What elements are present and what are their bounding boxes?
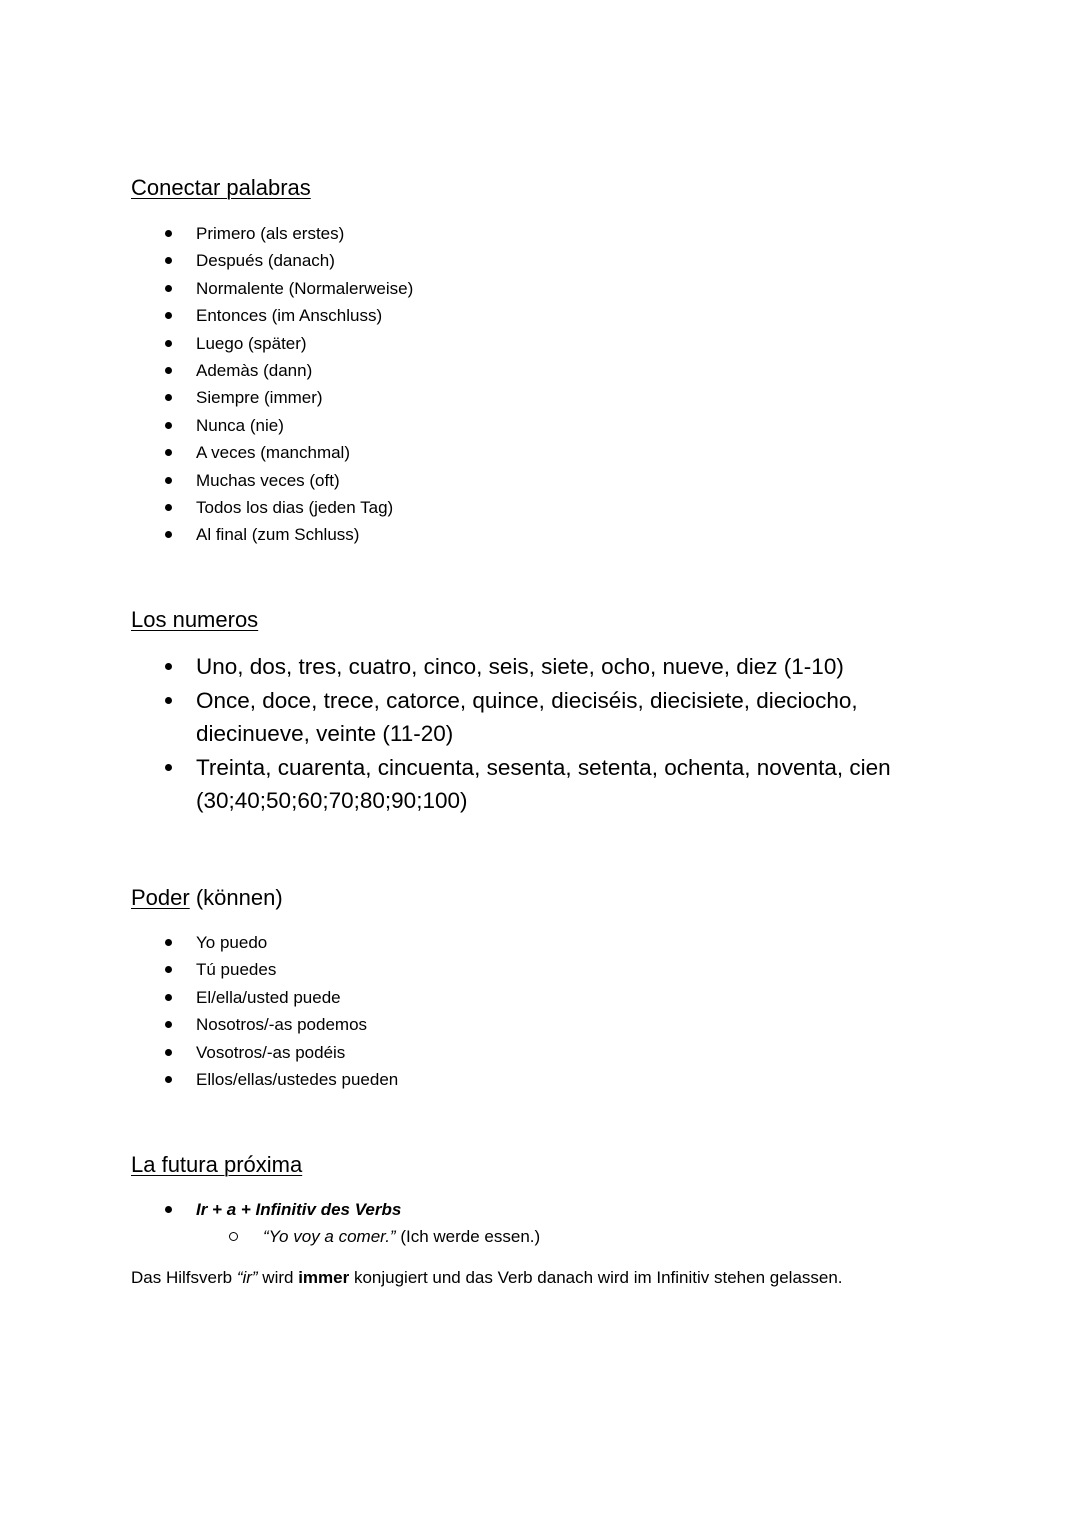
example-translation: (Ich werde essen.) (400, 1227, 541, 1247)
list-item: Primero (als erstes) (131, 220, 1011, 247)
list-futura-proxima (131, 1196, 1011, 1223)
rule-text: Ir + a + Infinitiv des Verbs (196, 1200, 402, 1219)
example-quote: “Yo voy a comer.” (263, 1227, 396, 1247)
list-item: Todos los dias (jeden Tag) (131, 494, 1011, 521)
note-suffix: konjugiert und das Verb danach wird im Infinitiv stehen gelassen. (349, 1268, 843, 1288)
note-verb: “ir” (236, 1268, 258, 1288)
section-futura-proxima (131, 1151, 1011, 1291)
heading-futura-proxima (131, 1151, 1011, 1179)
futura-note (131, 1264, 1011, 1291)
list-item: Muchas veces (oft) (131, 467, 1011, 494)
list-poder (131, 929, 1011, 1093)
list-item: A veces (manchmal) (131, 439, 1011, 466)
list-item: Siempre (immer) (131, 384, 1011, 411)
list-item: Luego (später) (131, 330, 1011, 357)
heading-poder-rest: (können) (195, 885, 283, 910)
note-prefix: Das Hilfsverb (131, 1268, 237, 1288)
list-conectar-palabras (131, 220, 1011, 549)
list-item: Ademàs (dann) (131, 357, 1011, 384)
heading-futura-proxima-text: La futura próxima (131, 1152, 303, 1177)
list-item: Entonces (im Anschluss) (131, 302, 1011, 329)
list-item: Nunca (nie) (131, 412, 1011, 439)
list-item: Normalente (Normalerweise) (131, 275, 1011, 302)
note-mid: wird (257, 1268, 299, 1288)
list-item: Uno, dos, tres, cuatro, cinco, seis, siete, ocho, nueve, diez (1-10) (131, 650, 951, 684)
list-item: Nosotros/-as podemos (131, 1011, 1011, 1038)
list-item: Yo puedo (131, 929, 1011, 956)
section-poder (131, 884, 1011, 1093)
list-item: El/ella/usted puede (131, 984, 1011, 1011)
list-item: Vosotros/-as podéis (131, 1039, 1011, 1066)
sublist-item-example (131, 1223, 1011, 1250)
section-los-numeros (131, 606, 1011, 818)
section-conectar-palabras (131, 174, 1011, 549)
list-item: Treinta, cuarenta, cincuenta, sesenta, setenta, ochenta, noventa, cien (30;40;50;60;70;80;90;100) (131, 751, 951, 818)
heading-los-numeros (131, 606, 1011, 634)
list-item-rule (131, 1196, 1011, 1223)
heading-los-numeros-text: Los numeros (131, 607, 259, 632)
heading-conectar-palabras (131, 174, 1011, 202)
list-item: Después (danach) (131, 247, 1011, 274)
list-item: Al final (zum Schluss) (131, 521, 1011, 548)
note-bold: immer (298, 1268, 350, 1288)
list-item: Once, doce, trece, catorce, quince, dieciséis, diecisiete, dieciocho, diecinueve, veinte (11-20) (131, 684, 951, 751)
list-item: Ellos/ellas/ustedes pueden (131, 1066, 1011, 1093)
sublist-futura-example (131, 1223, 1011, 1250)
heading-poder-underlined: Poder (131, 885, 190, 910)
heading-poder (131, 884, 1011, 912)
list-los-numeros (131, 650, 951, 818)
list-item: Tú puedes (131, 956, 1011, 983)
heading-conectar-palabras-text: Conectar palabras (131, 175, 311, 200)
